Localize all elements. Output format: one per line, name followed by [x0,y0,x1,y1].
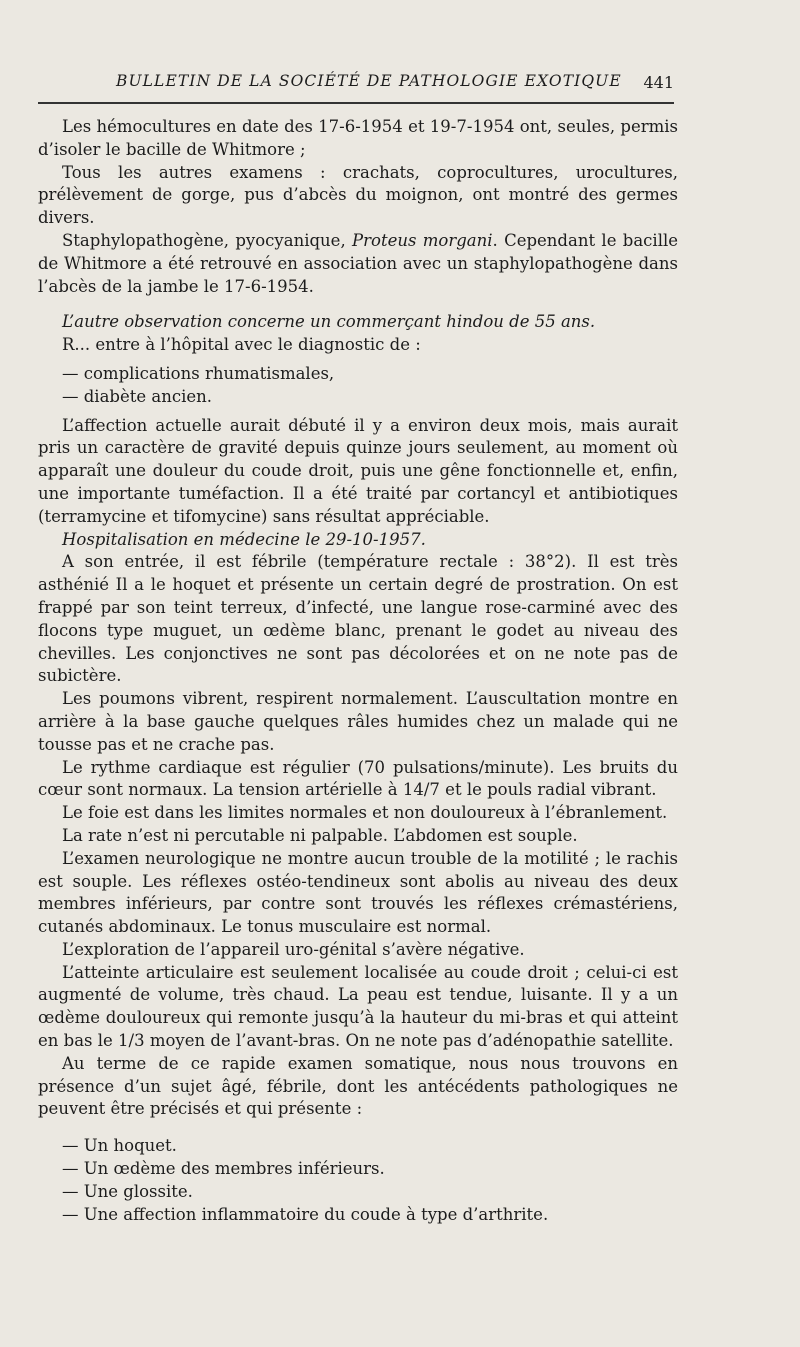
paragraph-examen-neurologique: L’examen neurologique ne montre aucun trouble de la motilité ; le rachis est souple. Les réflexes ostéo-tendineux sont abolis au niveau des deux membres inférieurs, par contre sont trouvés les réflexes crémastériens, cutanés abdominaux. Le tonus musculaire est normal. [38,848,678,937]
staph-text-a: Staphylopathogène, pyocyanique, [62,230,353,250]
paragraph-affection-actuelle: L’affection actuelle aurait débuté il y a environ deux mois, mais aurait pris un caractère de gravité depuis quinze jours seulement, au moment où apparaît une douleur du coude droit, puis une gêne fonctionnelle et, enfin, une importante tuméfaction. Il a été traité par cortancyl et antibiotiques (terramycine et tifomycine) sans résultat appréciable. [38,415,678,526]
article-body [38,116,678,1226]
paragraph-terme-examen: Au terme de ce rapide examen somatique, nous nous trouvons en présence d’un sujet âgé, fébrile, dont les antécédents pathologiques ne peuvent être précisés et qui présente : [38,1053,678,1119]
finding-item: — Un œdème des membres inférieurs. [62,1159,385,1179]
paragraph-uro-genital: L’exploration de l’appareil uro-génital s’avère négative. [62,939,525,959]
diagnostic-item-1: — complications rhumatismales, [62,363,335,383]
paragraph-autres-examens: Tous les autres examens : crachats, coprocultures, urocultures, prélèvement de gorge, pus d’abcès du moignon, ont montré des germes divers. [38,162,678,228]
header-rule [38,102,674,104]
page-number: 441 [643,73,674,92]
finding-item: — Une glossite. [62,1181,193,1201]
paragraph-hemocultures: Les hémocultures en date des 17-6-1954 et 19-7-1954 ont, seules, permis d’isoler le bacille de Whitmore ; [38,117,678,159]
finding-item: — Une affection inflammatoire du coude à type d’arthrite. [62,1204,549,1224]
paragraph-staphylopathogene [38,230,678,298]
page-header [62,72,674,104]
hospitalisation-title: Hospitalisation en médecine le 29-10-1957. [62,529,426,549]
staph-text-c: . Cependant le bacille de Whitmore a été retrouvé en association avec un staphylopathogène dans l’abcès de la jambe le 17-6-1954. [38,230,679,296]
paragraph-entree: A son entrée, il est fébrile (température rectale : 38°2). Il est très asthénié Il a le hoquet et présente un certain degré de prostration. On est frappé par son teint terreux, d’infecté, une langue rose-carminé avec des flocons type muguet, un œdème blanc, prenant le godet au niveau des chevilles. Les conjonctives ne sont pas décolorées et on ne note pas de subictère. [38,552,678,686]
paragraph-foie: Le foie est dans les limites normales et non douloureux à l’ébranlement. [62,803,668,823]
diagnostic-item-2: — diabète ancien. [62,386,213,406]
paragraph-atteinte-articulaire: L’atteinte articulaire est seulement localisée au coude droit ; celui-ci est augmenté de volume, très chaud. La peau est tendue, luisante. Il y a un œdème douloureux qui remonte jusqu’à la hauteur du mi-bras et qui atteint en bas le 1/3 moyen de l’avant-bras. On ne note pas d’adénopathie satellite. [38,962,678,1051]
proteus-species: Proteus morgani [352,230,493,250]
running-title: BULLETIN DE LA SOCIÉTÉ DE PATHOLOGIE EXOTIQUE [116,72,622,90]
paragraph-rythme-cardiaque: Le rythme cardiaque est régulier (70 pulsations/minute). Les bruits du cœur sont normaux. La tension artérielle à 14/7 et le pouls radial vibrant. [38,757,678,800]
paragraph-rate: La rate n’est ni percutable ni palpable. L’abdomen est souple. [62,825,578,845]
finding-item: — Un hoquet. [62,1136,177,1156]
findings-list [38,1135,678,1226]
paragraph-poumons: Les poumons vibrent, respirent normalement. L’auscultation montre en arrière à la base gauche quelques râles humides chez un malade qui ne tousse pas et ne crache pas. [38,689,678,754]
paragraph-diagnostic: R... entre à l’hôpital avec le diagnostic de : [62,335,421,355]
case-title: L’autre observation concerne un commerçant hindou de 55 ans. [62,312,596,332]
